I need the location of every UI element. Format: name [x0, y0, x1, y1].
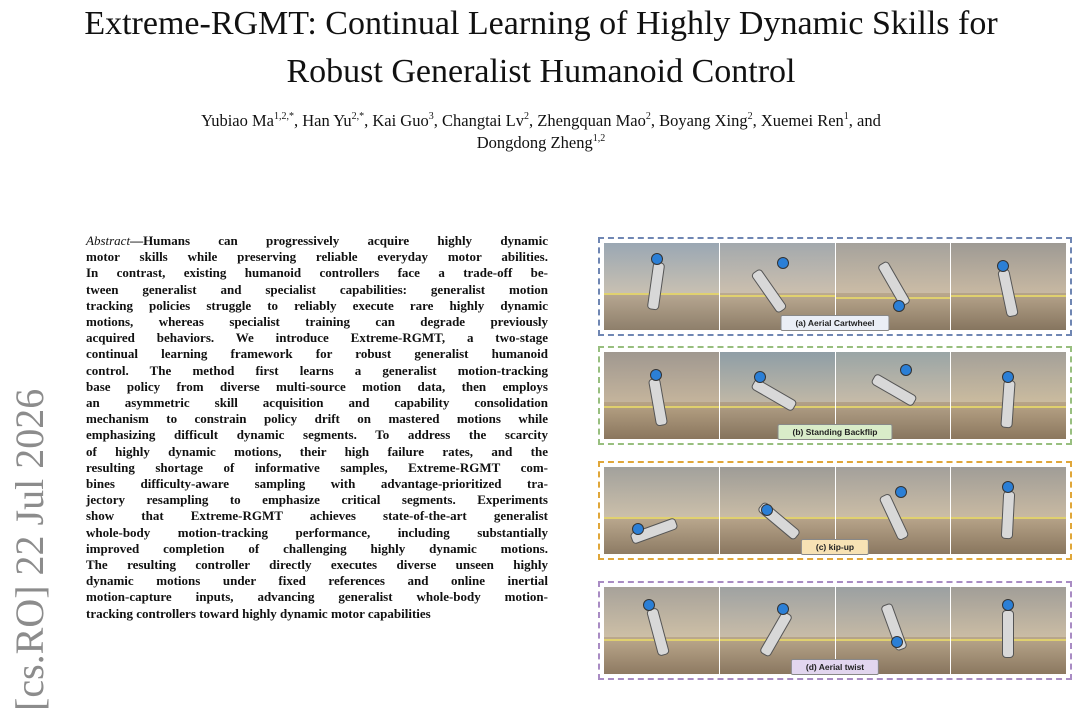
figure-panel-standing-backflip — [598, 346, 1072, 445]
author-5: Zhengquan Mao$^2$ — [537, 111, 651, 130]
author-7: Xuemei Ren$^1$ — [760, 111, 849, 130]
abstract-line: bines difficulty-aware sampling with advantage-prioritized tra- — [86, 476, 548, 492]
abstract-line: an asymmetric skill acquisition and capability consolidation — [86, 395, 548, 411]
author-4: Changtai Lv$^2$ — [441, 111, 530, 130]
abstract-line: continual learning framework for robust generalist humanoid — [86, 346, 548, 362]
abstract-line: motions, whereas specialist training can degrade previously — [86, 314, 548, 330]
abstract-line: resulting shortage of informative samples, Extreme-RGMT com- — [86, 459, 548, 475]
figure-caption-b: (b) Standing Backflip — [778, 424, 893, 440]
abstract-line: motion-capture inputs, advancing generalist whole-body motion- — [86, 589, 548, 605]
photo-frame — [604, 467, 719, 554]
abstract-line: motor skills while preserving reliable everyday motor abilities. — [86, 249, 548, 265]
abstract-line: control. The method first learns a generalist motion-tracking — [86, 362, 548, 378]
figure-panel-aerial-twist — [598, 581, 1072, 680]
photo-frame — [604, 587, 719, 674]
photo-frame — [604, 243, 719, 330]
author-list: Yubiao $Ma^{1,2,*}$, Han $Yu^{2,*}$, Kai Guo$^3$, Changtai Lv$^2$, Zhengquan Mao$^2$, Boyang Xing$^2$, Xuemei Ren$^1$, and Dongdong Zheng$^{1,2}$ — [201, 111, 881, 152]
abstract-line: of highly dynamic motions, their high failure rates, and the — [86, 443, 548, 459]
figure-caption-a: (a) Aerial Cartwheel — [780, 315, 889, 331]
photo-frame — [951, 243, 1066, 330]
figure-caption-d: (d) Aerial twist — [791, 659, 879, 675]
abstract — [86, 233, 548, 622]
figure-panel-aerial-cartwheel — [598, 237, 1072, 336]
abstract-line: tracking policies struggle to reliably execute rare highly dynamic — [86, 297, 548, 313]
abstract-lead: Abstract — [86, 233, 131, 248]
author-3: Kai Guo$^3$ — [372, 111, 434, 130]
abstract-line: whole-body motion-tracking performance, including substantially — [86, 524, 548, 540]
photo-frame — [951, 352, 1066, 439]
paper-title-line-2: Robust Generalist Humanoid Control — [286, 53, 796, 90]
abstract-line: dynamic motions under fixed references and online inertial — [86, 573, 548, 589]
author-1: Yubiao $Ma^{1,2,*}$ — [201, 111, 295, 130]
arxiv-side-stamp: [cs.RO] 22 Jul 2026 — [7, 388, 52, 711]
abstract-line: tracking controllers toward highly dynamic motor capabilities — [86, 605, 431, 621]
abstract-line: improved completion of challenging highly dynamic motions. — [86, 540, 548, 556]
abstract-line: The resulting controller directly executes diverse unseen highly — [86, 557, 548, 573]
figure-panel-kip-up — [598, 461, 1072, 560]
photo-frame — [604, 352, 719, 439]
abstract-line: jectory resampling to emphasize critical segments. Experiments — [86, 492, 548, 508]
abstract-line: acquired behaviors. We introduce Extreme-RGMT, a two-stage — [86, 330, 548, 346]
side-stamp-wrap — [0, 0, 70, 711]
paper-title-line-1: Extreme-RGMT: Continual Learning of Highly Dynamic Skills for — [84, 5, 998, 42]
photo-frame — [951, 587, 1066, 674]
figure-caption-c: (c) kip-up — [801, 539, 869, 555]
abstract-line: emphasizing difficult dynamic segments. To address the scarcity — [86, 427, 548, 443]
abstract-line: base policy from diverse multi-source motion data, then employs — [86, 378, 548, 394]
author-6: Boyang Xing$^2$ — [659, 111, 753, 130]
photo-frame — [951, 467, 1066, 554]
abstract-line: Abstract—Humans can progressively acquire highly dynamic — [86, 233, 548, 248]
author-2: Han $Yu^{2,*}$ — [302, 111, 365, 130]
abstract-line: show that Extreme-RGMT achieves state-of-the-art generalist — [86, 508, 548, 524]
abstract-line: In contrast, existing humanoid controllers face a trade-off be- — [86, 265, 548, 281]
abstract-line: tween generalist and specialist capabilities: generalist motion — [86, 281, 548, 297]
author-8: Dongdong Zheng$^{1,2}$ — [476, 133, 606, 152]
abstract-line: mechanism to constrain policy drift on mastered motions while — [86, 411, 548, 427]
